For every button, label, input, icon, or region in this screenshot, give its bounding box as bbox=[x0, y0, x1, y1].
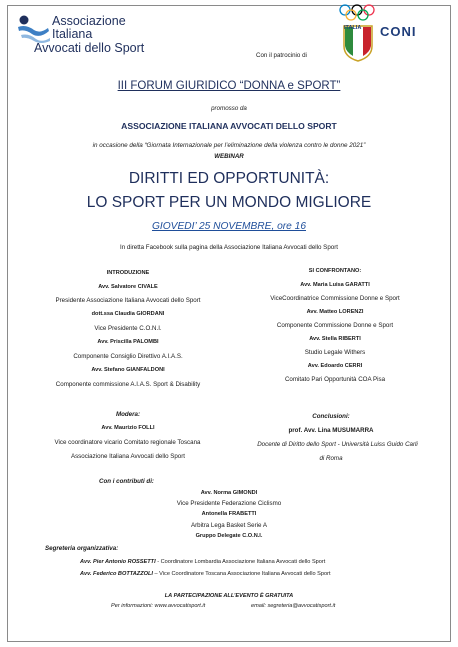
secretariat-name: Avv. Federico BOTTAZZOLI bbox=[80, 571, 153, 577]
conclusions-heading: Conclusioni: bbox=[312, 413, 350, 420]
contributor-group: Gruppo Delegate C.O.N.I. bbox=[195, 533, 263, 539]
contributions-heading: Con i contributi di: bbox=[99, 478, 154, 485]
contributor-name: Avv. Norma GIMONDI bbox=[200, 490, 258, 496]
coni-logo bbox=[336, 2, 446, 64]
occasion-line: in occasione della “Giornata Internazionale per l’eliminazione della violenza contro le donne 2021” bbox=[92, 142, 366, 149]
intro-heading: INTRODUZIONE bbox=[106, 270, 150, 276]
debate-role: ViceCoordinatrice Commissione Donne e Sport bbox=[270, 295, 400, 302]
moderator-heading: Modera: bbox=[115, 411, 141, 418]
contributor-role: Arbitra Lega Basket Serie A bbox=[190, 522, 267, 529]
conclusions-name: prof. Avv. Lina MUSUMARRA bbox=[288, 427, 374, 434]
debate-speaker: Avv. Edoardo CERRI bbox=[307, 363, 363, 369]
secretariat-role: - Coordinatore Lombardia Associazione Italiana Avvocati dello Sport bbox=[155, 559, 326, 565]
contributor-role: Vice Presidente Federazione Ciclismo bbox=[176, 500, 282, 507]
intro-role: Presidente Associazione Italiana Avvocati dello Sport bbox=[55, 297, 201, 304]
secretariat-name: Avv. Pier Antonio ROSSETTI bbox=[80, 559, 156, 565]
debate-speaker: Avv. Matteo LORENZI bbox=[306, 309, 364, 315]
intro-speaker: Avv. Salvatore CIVALE bbox=[98, 284, 158, 290]
debate-heading: SI CONFRONTANO: bbox=[308, 268, 362, 274]
association-logo-line2: Italiana bbox=[52, 27, 93, 41]
secretariat-role: – Vice Coordinatore Toscana Associazione Italiana Avvocati dello Sport bbox=[152, 571, 331, 577]
headline-line1: DIRITTI ED OPPORTUNITÀ: bbox=[128, 170, 330, 187]
debate-speaker: Avv. Stella RIBERTI bbox=[309, 336, 361, 342]
conclusions-role: di Roma bbox=[319, 455, 343, 462]
intro-role: Vice Presidente C.O.N.I. bbox=[94, 325, 162, 332]
webinar-label: WEBINAR bbox=[214, 153, 244, 160]
intro-speaker: dott.ssa Claudia GIORDANI bbox=[91, 311, 165, 317]
moderator-name: Avv. Maurizio FOLLI bbox=[101, 425, 155, 431]
secretariat-line-1 bbox=[80, 559, 325, 565]
moderator-role: Vice coordinatore vicario Comitato regionale Toscana bbox=[54, 439, 201, 446]
broadcast-line: In diretta Facebook sulla pagina della Associazione Italiana Avvocati dello Sport bbox=[120, 244, 338, 251]
event-date: GIOVEDI’ 25 NOVEMBRE, ore 16 bbox=[151, 221, 306, 232]
secretariat-heading: Segreteria organizzativa: bbox=[45, 545, 119, 552]
contributor-name: Antonella FRABETTI bbox=[201, 511, 257, 517]
debate-role: Comitato Pari Opportunità COA Pisa bbox=[284, 376, 386, 383]
debate-role: Studio Legale Withers bbox=[304, 349, 366, 356]
association-logo bbox=[16, 12, 151, 62]
info-email[interactable]: email: segreteria@avvocatisport.it bbox=[251, 603, 336, 609]
patronage-text: Con il patrocinio di bbox=[256, 52, 307, 59]
intro-speaker: Avv. Priscilla PALOMBI bbox=[97, 339, 159, 345]
olympic-rings-icon bbox=[338, 4, 378, 22]
association-logo-line3: Avvocati dello Sport bbox=[34, 41, 145, 55]
moderator-role: Associazione Italiana Avvocati dello Sport bbox=[70, 453, 186, 460]
coni-italia-label: ITALIA bbox=[344, 25, 362, 31]
forum-title: III FORUM GIURIDICO “DONNA e SPORT” bbox=[117, 80, 341, 92]
intro-speaker: Avv. Stefano GIANFALDONI bbox=[91, 367, 165, 373]
promoted-by: promosso da bbox=[211, 105, 247, 112]
intro-role: Componente commissione A.I.A.S. Sport & Disability bbox=[55, 381, 201, 388]
association-name: ASSOCIAZIONE ITALIANA AVVOCATI DELLO SPORT bbox=[121, 121, 337, 131]
secretariat-line-2 bbox=[80, 571, 331, 577]
conclusions-role: Docente di Diritto dello Sport - Università Luiss Guido Carli bbox=[257, 441, 418, 448]
coni-wordmark: CONI bbox=[380, 24, 417, 39]
association-logo-line1: Associazione bbox=[52, 14, 126, 28]
info-website[interactable]: Per informazioni: www.avvocatisport.it bbox=[111, 603, 206, 609]
free-participation: LA PARTECIPAZIONE ALL’EVENTO È GRATUITA bbox=[164, 593, 294, 599]
association-logo-icon bbox=[16, 14, 52, 44]
headline-line2: LO SPORT PER UN MONDO MIGLIORE bbox=[86, 194, 372, 211]
debate-role: Componente Commissione Donne e Sport bbox=[276, 322, 394, 329]
intro-role: Componente Consiglio Direttivo A.I.A.S. bbox=[73, 353, 183, 360]
debate-speaker: Avv. Maria Luisa GARATTI bbox=[300, 282, 370, 288]
